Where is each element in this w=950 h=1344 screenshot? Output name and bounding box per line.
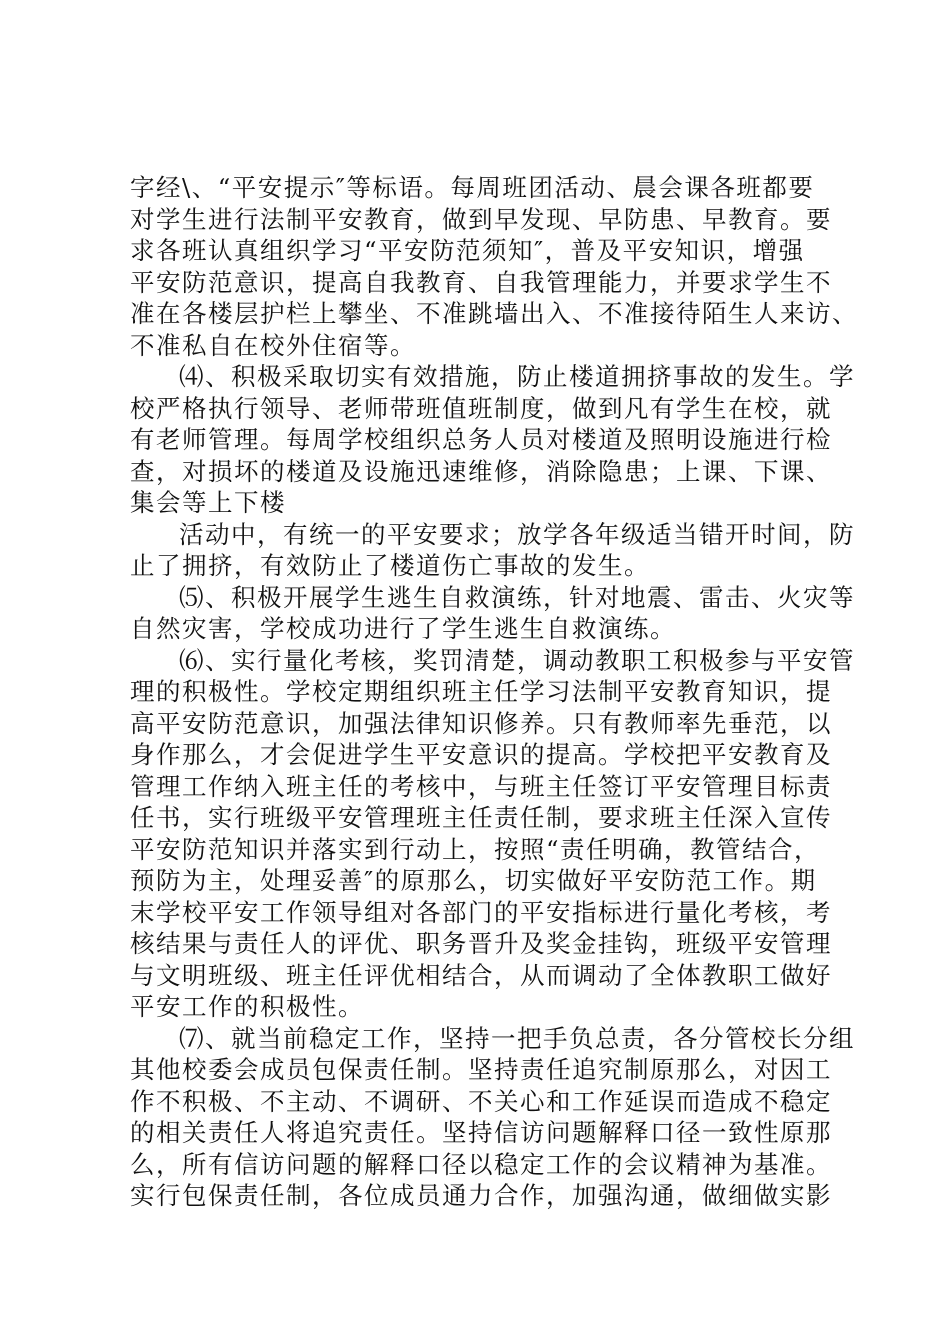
text-line: 平安防范意识，提高自我教育、自我管理能力，并要求学生不 xyxy=(130,267,832,297)
text-line: 自然灾害，学校成功进行了学生逃生自救演练。 xyxy=(130,614,676,643)
text-line: 任书，实行班级平安管理班主任责任制，要求班主任深入宣传 xyxy=(130,803,832,832)
text-line: 平安防范知识并落实到行动上，按照“责任明确，教管结合， xyxy=(130,834,821,864)
text-line: ⑹、实行量化考核，奖罚清楚，调动教职工积极参与平安管 xyxy=(179,645,855,675)
text-line: 查，对损坏的楼道及设施迅速维修，消除隐患；上课、下课、 xyxy=(130,456,832,486)
text-line: 准在各楼层护栏上攀坐、不准跳墙出入、不准接待陌生人来访、 xyxy=(130,299,858,328)
text-line: 求各班认真组织学习“平安防范须知″，普及平安知识，增强 xyxy=(130,236,805,265)
text-line: 末学校平安工作领导组对各部门的平安指标进行量化考核，考 xyxy=(130,897,832,927)
text-line: 止了拥挤，有效防止了楼道伤亡事故的发生。 xyxy=(130,551,650,580)
text-line: 实行包保责任制，各位成员通力合作，加强沟通，做细做实影 xyxy=(130,1181,832,1210)
text-line: 高平安防范意识，加强法律知识修养。只有教师率先垂范，以 xyxy=(130,708,832,738)
text-line: 对学生进行法制平安教育，做到早发现、早防患、早教育。要 xyxy=(130,204,832,234)
text-line: 字经\、“平安提示″等标语。每周班团活动、晨会课各班都要 xyxy=(130,173,815,202)
text-line: 身作那么，才会促进学生平安意识的提高。学校把平安教育及 xyxy=(130,740,832,769)
text-line: 不准私自在校外住宿等。 xyxy=(130,330,416,360)
text-line: 集会等上下楼 xyxy=(130,488,286,517)
text-line: 核结果与责任人的评优、职务晋升及奖金挂钩，班级平安管理 xyxy=(130,929,832,958)
text-line: 预防为主，处理妥善″的原那么，切实做好平安防范工作。期 xyxy=(130,866,817,895)
text-line: 作不积极、不主动、不调研、不关心和工作延误而造成不稳定 xyxy=(130,1086,832,1116)
text-line: 有老师管理。每周学校组织总务人员对楼道及照明设施进行检 xyxy=(130,425,832,454)
text-line: 么，所有信访问题的解释口径以稳定工作的会议精神为基准。 xyxy=(130,1149,832,1179)
text-line: ⑸、积极开展学生逃生自救演练，针对地震、雷击、火灾等 xyxy=(179,582,855,612)
text-line: ⑺、就当前稳定工作，坚持一把手负总责，各分管校长分组 xyxy=(179,1023,855,1053)
text-line: 平安工作的积极性。 xyxy=(130,992,364,1021)
document-body xyxy=(130,172,858,1212)
text-line: 理的积极性。学校定期组织班主任学习法制平安教育知识，提 xyxy=(130,677,832,706)
text-line: ⑷、积极采取切实有效措施，防止楼道拥挤事故的发生。学 xyxy=(179,362,855,391)
text-line: 与文明班级、班主任评优相结合，从而调动了全体教职工做好 xyxy=(130,960,832,990)
text-line: 其他校委会成员包保责任制。坚持责任追究制原那么，对因工 xyxy=(130,1055,832,1084)
text-line: 校严格执行领导、老师带班值班制度，做到凡有学生在校，就 xyxy=(130,393,832,423)
text-line: 管理工作纳入班主任的考核中，与班主任签订平安管理目标责 xyxy=(130,771,832,801)
text-line: 活动中，有统一的平安要求；放学各年级适当错开时间，防 xyxy=(179,519,855,549)
text-line: 的相关责任人将追究责任。坚持信访问题解释口径一致性原那 xyxy=(130,1118,832,1147)
